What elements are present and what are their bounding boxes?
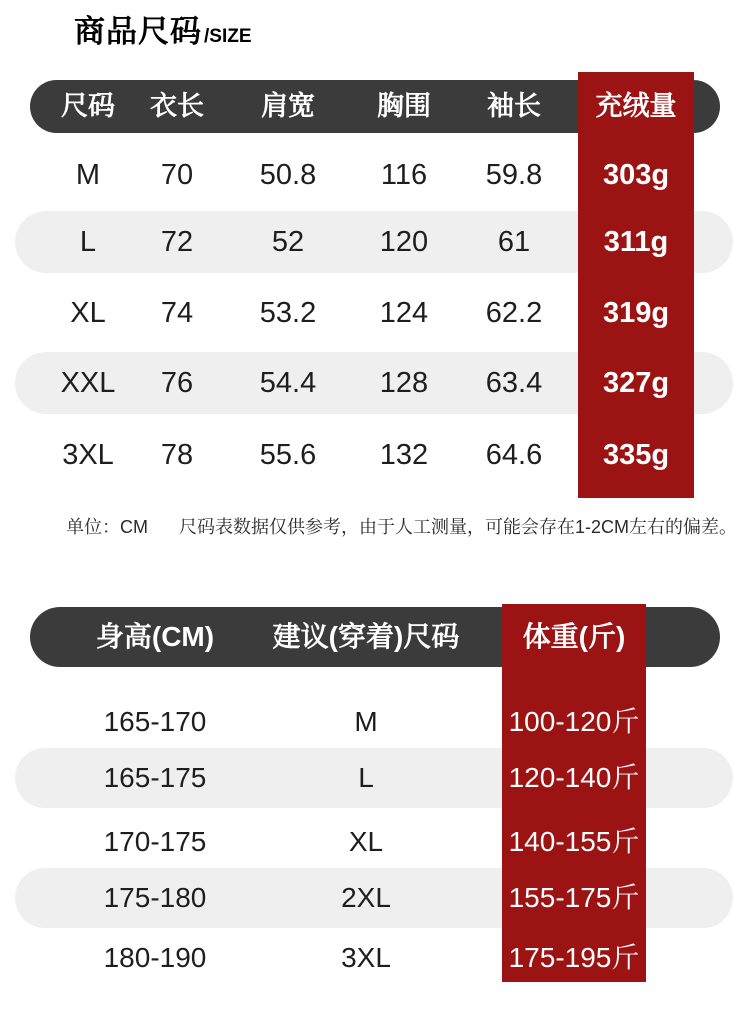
cell-size: M bbox=[75, 159, 101, 191]
cell-sleeve: 62.2 bbox=[485, 297, 543, 329]
cell-height: 180-190 bbox=[103, 942, 207, 973]
cell-size: L bbox=[79, 226, 97, 258]
cell-down-fill: 311g bbox=[603, 226, 669, 258]
cell-sleeve: 61 bbox=[497, 226, 531, 258]
cell-chest: 116 bbox=[380, 159, 428, 191]
cell-shoulder: 52 bbox=[271, 226, 305, 258]
col-header-sleeve: 袖长 bbox=[487, 91, 541, 121]
col-header-shoulder: 肩宽 bbox=[261, 91, 315, 121]
measurement-disclaimer: 尺码表数据仅供参考，由于人工测量，可能会存在1-2CM左右的偏差。 bbox=[179, 517, 738, 537]
cell-size: 2XL bbox=[341, 882, 391, 913]
cell-length: 78 bbox=[160, 439, 194, 471]
col-header-chest: 胸围 bbox=[377, 91, 431, 121]
col-header-weight: 体重(斤) bbox=[522, 621, 626, 652]
cell-sleeve: 64.6 bbox=[485, 439, 543, 471]
cell-height: 165-175 bbox=[103, 762, 207, 793]
cell-sleeve: 63.4 bbox=[485, 367, 543, 399]
cell-shoulder: 50.8 bbox=[259, 159, 317, 191]
cell-chest: 120 bbox=[379, 226, 429, 258]
col-header-length: 衣长 bbox=[150, 91, 204, 121]
cell-height: 170-175 bbox=[103, 826, 207, 857]
page-title-text: 商品尺码 bbox=[74, 14, 202, 49]
cell-down-fill: 335g bbox=[602, 439, 670, 471]
cell-down-fill: 319g bbox=[602, 297, 670, 329]
cell-length: 70 bbox=[160, 159, 194, 191]
cell-chest: 124 bbox=[379, 297, 429, 329]
cell-size: L bbox=[358, 762, 374, 793]
cell-down-fill: 303g bbox=[602, 159, 670, 191]
cell-height: 175-180 bbox=[103, 882, 207, 913]
cell-weight: 120-140斤 bbox=[508, 762, 640, 793]
cell-chest: 132 bbox=[379, 439, 429, 471]
cell-shoulder: 55.6 bbox=[259, 439, 317, 471]
cell-weight: 140-155斤 bbox=[508, 826, 640, 857]
cell-shoulder: 53.2 bbox=[259, 297, 317, 329]
col-header-height: 身高(CM) bbox=[95, 621, 215, 652]
cell-weight: 175-195斤 bbox=[508, 942, 640, 973]
cell-size: 3XL bbox=[62, 439, 114, 471]
cell-length: 76 bbox=[160, 367, 194, 399]
cell-size: XL bbox=[348, 826, 384, 857]
cell-size: XXL bbox=[60, 367, 116, 399]
cell-chest: 128 bbox=[379, 367, 429, 399]
cell-height: 165-170 bbox=[103, 706, 207, 737]
col-header-down-fill: 充绒量 bbox=[595, 91, 677, 121]
page-title-suffix: /SIZE bbox=[204, 26, 252, 47]
cell-weight: 155-175斤 bbox=[508, 882, 640, 913]
cell-size: XL bbox=[70, 297, 106, 329]
cell-size: 3XL bbox=[341, 942, 391, 973]
cell-sleeve: 59.8 bbox=[485, 159, 543, 191]
cell-length: 74 bbox=[160, 297, 194, 329]
cell-weight: 100-120斤 bbox=[508, 706, 640, 737]
cell-down-fill: 327g bbox=[602, 367, 670, 399]
unit-note: 单位：CM bbox=[66, 517, 148, 537]
page-title bbox=[74, 6, 252, 51]
cell-size: M bbox=[354, 706, 378, 737]
cell-length: 72 bbox=[160, 226, 194, 258]
cell-shoulder: 54.4 bbox=[259, 367, 317, 399]
col-header-suggested-size: 建议(穿着)尺码 bbox=[272, 621, 460, 652]
col-header-size: 尺码 bbox=[61, 91, 115, 121]
